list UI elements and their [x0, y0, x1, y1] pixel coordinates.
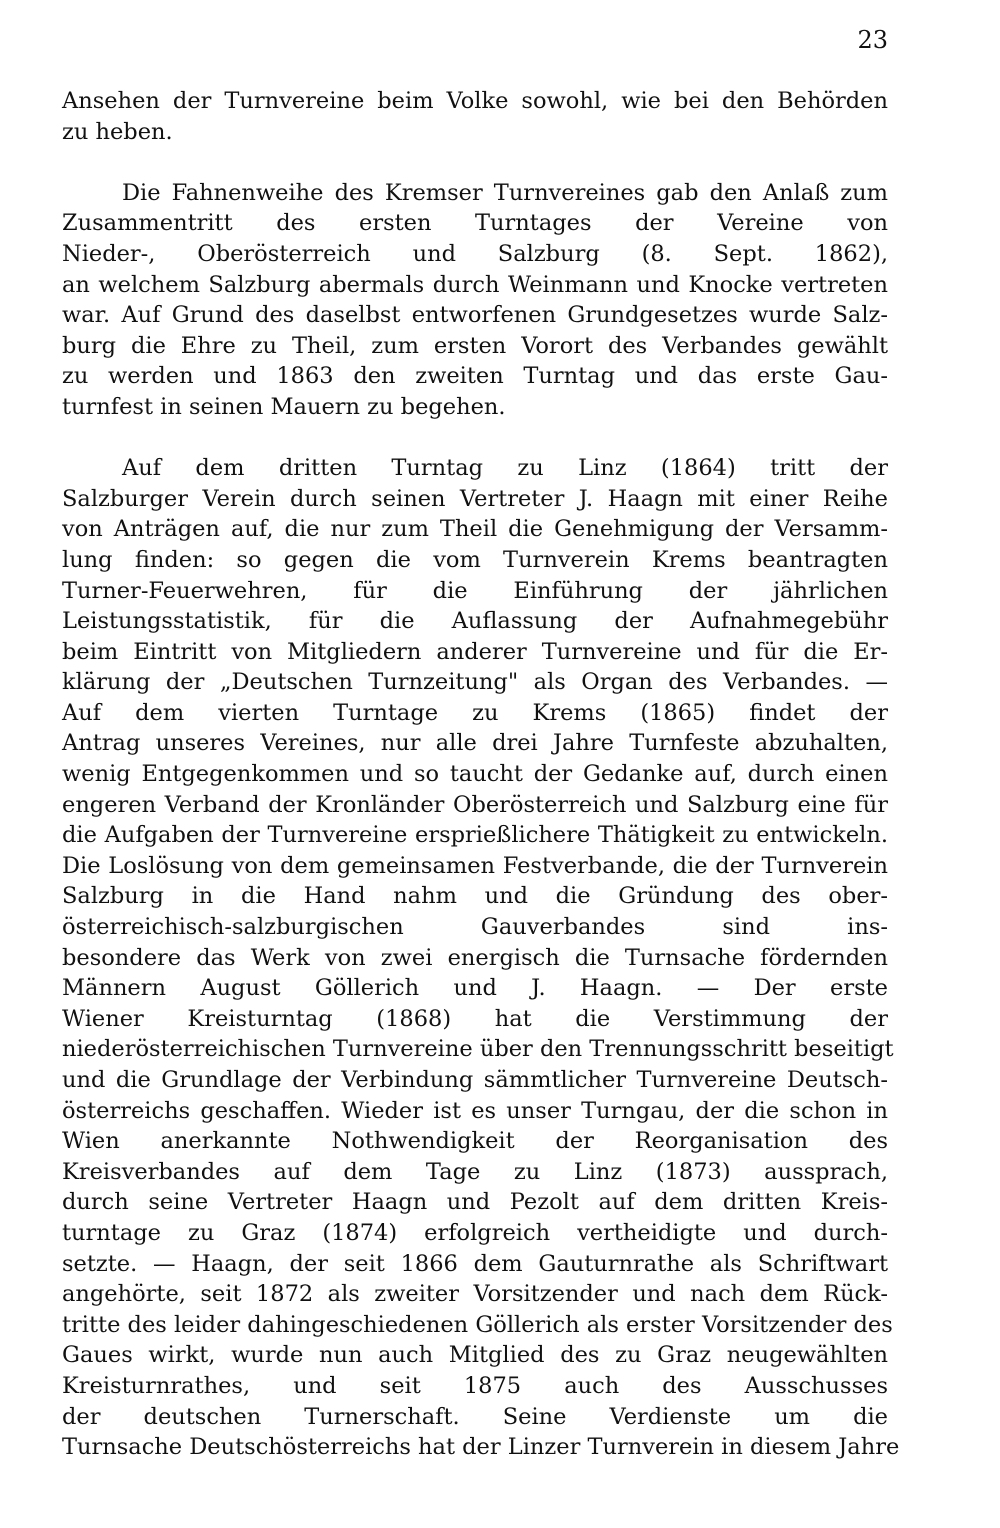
text-line: Nieder-, Oberösterreich und Salzburg (8. Sept. 1862),: [62, 240, 888, 267]
text-line: Wiener Kreisturntag (1868) hat die Verstimmung der: [62, 1005, 888, 1032]
text-line: wenig Entgegenkommen und so taucht der Gedanke auf, durch einen: [62, 761, 888, 788]
text-line: lung finden: so gegen die vom Turnverein Krems beantragten: [62, 546, 888, 573]
text-line: von Anträgen auf, die nur zum Theil die Genehmigung der Versamm-: [62, 516, 888, 543]
text-line: Die Fahnenweihe des Kremser Turnvereines gab den Anlaß zum: [122, 179, 888, 206]
text-line: zu heben.: [62, 118, 173, 145]
text-line: Die Loslösung von dem gemeinsamen Festverbande, die der Turnverein: [62, 852, 888, 879]
text-line: klärung der „Deutschen Turnzeitung" als Organ des Verbandes. —: [62, 669, 888, 696]
text-line: turnfest in seinen Mauern zu begehen.: [62, 393, 506, 420]
text-line: Auf dem vierten Turntage zu Krems (1865) findet der: [62, 699, 888, 726]
text-line: Salzburger Verein durch seinen Vertreter J. Haagn mit einer Reihe: [62, 485, 888, 512]
text-line: Leistungsstatistik, für die Auflassung der Aufnahmegebühr: [62, 608, 888, 635]
text-line: österreichs geschaffen. Wieder ist es unser Turngau, der die schon in: [62, 1097, 888, 1124]
paragraph-1: [62, 86, 888, 147]
text-line: besondere das Werk von zwei energisch die Turnsache fördernden: [62, 944, 888, 971]
body-text: [62, 86, 900, 1463]
text-line: niederösterreichischen Turnvereine über den Trennungsschritt beseitigt: [62, 1036, 894, 1063]
text-line: war. Auf Grund des daselbst entworfenen Grundgesetzes wurde Salz-: [62, 302, 888, 329]
page-number: 23: [857, 26, 888, 54]
text-line: Antrag unseres Vereines, nur alle drei Jahre Turnfeste abzuhalten,: [62, 730, 888, 757]
text-line: Zusammentritt des ersten Turntages der Vereine von: [62, 210, 888, 237]
text-line: Wien anerkannte Nothwendigkeit der Reorganisation des: [62, 1128, 888, 1155]
text-line: Kreisverbandes auf dem Tage zu Linz (1873) aussprach,: [62, 1158, 888, 1185]
text-line: österreichisch-salzburgischen Gauverbandes sind ins-: [62, 914, 888, 941]
text-line: Turner-Feuerwehren, für die Einführung der jährlichen: [62, 577, 888, 604]
text-line: die Aufgaben der Turnvereine ersprießlichere Thätigkeit zu entwickeln.: [62, 822, 888, 849]
text-line: Auf dem dritten Turntag zu Linz (1864) tritt der: [122, 455, 888, 482]
text-line: turntage zu Graz (1874) erfolgreich vertheidigte und durch-: [62, 1219, 888, 1246]
text-line: burg die Ehre zu Theil, zum ersten Vorort des Verbandes gewählt: [62, 332, 888, 359]
text-line: Ansehen der Turnvereine beim Volke sowohl, wie bei den Behörden: [62, 88, 888, 114]
text-line: durch seine Vertreter Haagn und Pezolt auf dem dritten Kreis-: [62, 1189, 888, 1216]
text-line: tritte des leider dahingeschiedenen Göllerich als erster Vorsitzender des: [62, 1311, 893, 1338]
text-line: Gaues wirkt, wurde nun auch Mitglied des zu Graz neugewählten: [62, 1342, 888, 1369]
text-line: angehörte, seit 1872 als zweiter Vorsitzender und nach dem Rück-: [62, 1281, 888, 1308]
paragraph-3: [62, 453, 900, 1463]
paragraph-2: [62, 178, 888, 423]
text-line: an welchem Salzburg abermals durch Weinmann und Knocke vertreten: [62, 271, 888, 298]
text-line: engeren Verband der Kronländer Oberösterreich und Salzburg eine für: [62, 791, 888, 818]
text-line: setzte. — Haagn, der seit 1866 dem Gauturnrathe als Schriftwart: [62, 1250, 888, 1277]
text-line: Turnsache Deutschösterreichs hat der Linzer Turnverein in diesem Jahre: [62, 1434, 900, 1461]
text-line: beim Eintritt von Mitgliedern anderer Turnvereine und für die Er-: [62, 638, 888, 665]
text-line: der deutschen Turnerschaft. Seine Verdienste um die: [62, 1403, 888, 1430]
text-line: Kreisturnrathes, und seit 1875 auch des Ausschusses: [62, 1372, 888, 1399]
text-line: Salzburg in die Hand nahm und die Gründung des ober-: [62, 883, 888, 910]
text-line: und die Grundlage der Verbindung sämmtlicher Turnvereine Deutsch-: [62, 1067, 888, 1093]
text-line: Männern August Göllerich und J. Haagn. — Der erste: [62, 975, 888, 1002]
text-line: zu werden und 1863 den zweiten Turntag und das erste Gau-: [62, 363, 888, 390]
